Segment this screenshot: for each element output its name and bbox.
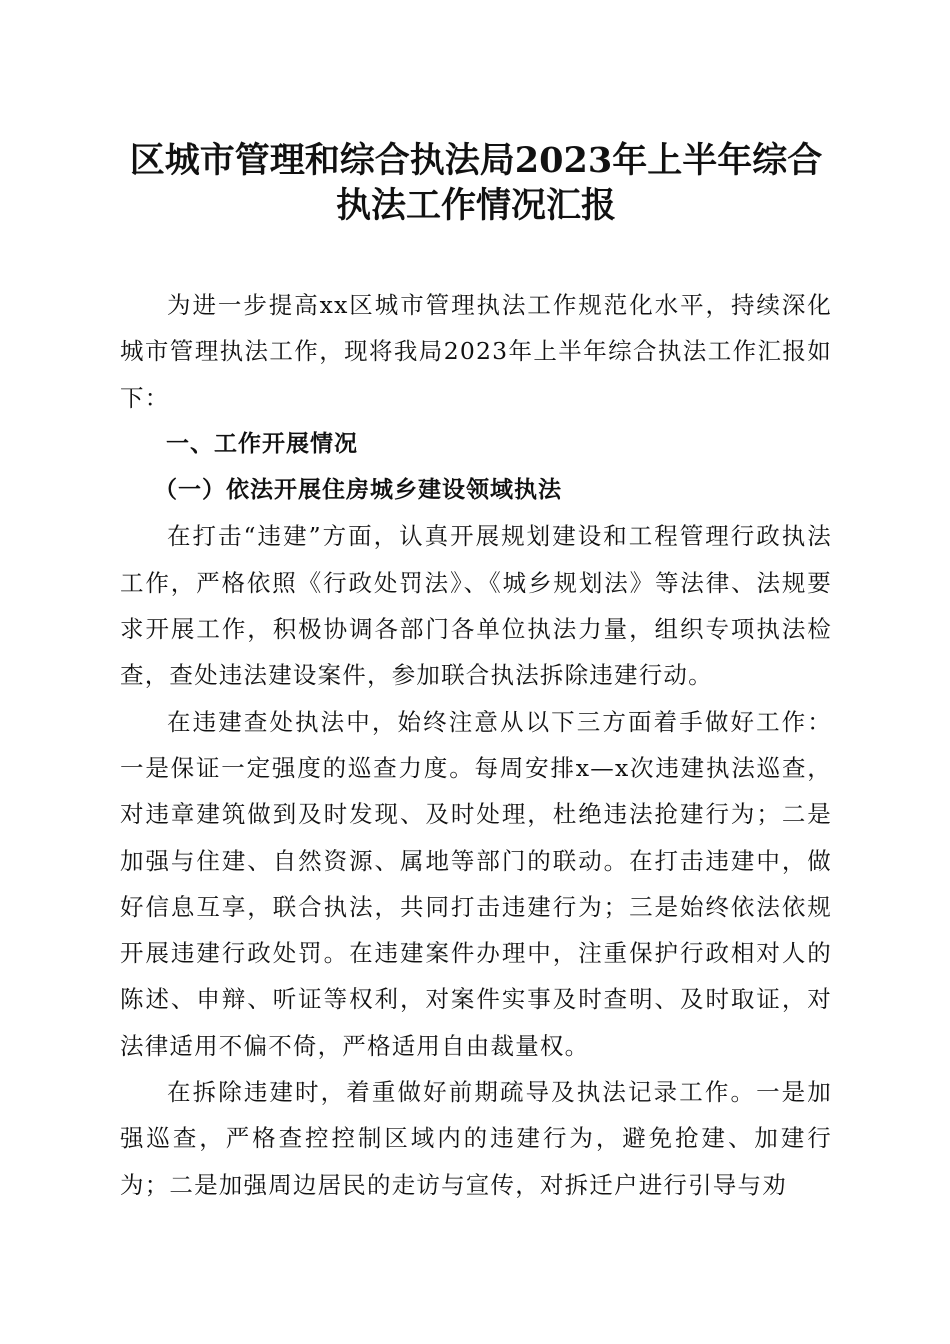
- document-page: [120, 138, 832, 1208]
- title-line-2: 执法工作情况汇报: [335, 185, 616, 226]
- body-paragraph-2: 在违建查处执法中，始终注意从以下三方面着手做好工作：一是保证一定强度的巡查力度。每周安排x—x次违建执法巡查，对违章建筑做到及时发现、及时处理，杜绝违法抢建行为；二是加强与住建、自然资源、属地等部门的联动。在打击违建中，做好信息互享，联合执法，共同打击违建行为；三是始终依法依规开展违建行政处罚。在违建案件办理中，注重保护行政相对人的陈述、申辩、听证等权利，对案件实事及时查明、及时取证，对法律适用不偏不倚，严格适用自由裁量权。: [120, 707, 832, 1060]
- body-paragraph-1: 在打击“违建”方面，认真开展规划建设和工程管理行政执法工作，严格依照《行政处罚法》、《城乡规划法》等法律、法规要求开展工作，积极协调各部门各单位执法力量，组织专项执法检查，查处违法建设案件，参加联合执法拆除违建行动。: [120, 522, 832, 690]
- document-title: [120, 138, 832, 228]
- body-paragraph-3: 在拆除违建时，着重做好前期疏导及执法记录工作。一是加强巡查，严格查控控制区域内的违建行为，避免抢建、加建行为；二是加强周边居民的走访与宣传，对拆迁户进行引导与劝: [120, 1078, 832, 1199]
- subsection-heading: （一）依法开展住房城乡建设领域执法: [154, 476, 562, 504]
- title-line-1: 区城市管理和综合执法局2023年上半年综合: [129, 140, 823, 181]
- intro-paragraph: 为进一步提高xx区城市管理执法工作规范化水平，持续深化城市管理执法工作，现将我局2023年上半年综合执法工作汇报如下：: [120, 291, 832, 412]
- section-heading: 一、工作开展情况: [166, 430, 358, 457]
